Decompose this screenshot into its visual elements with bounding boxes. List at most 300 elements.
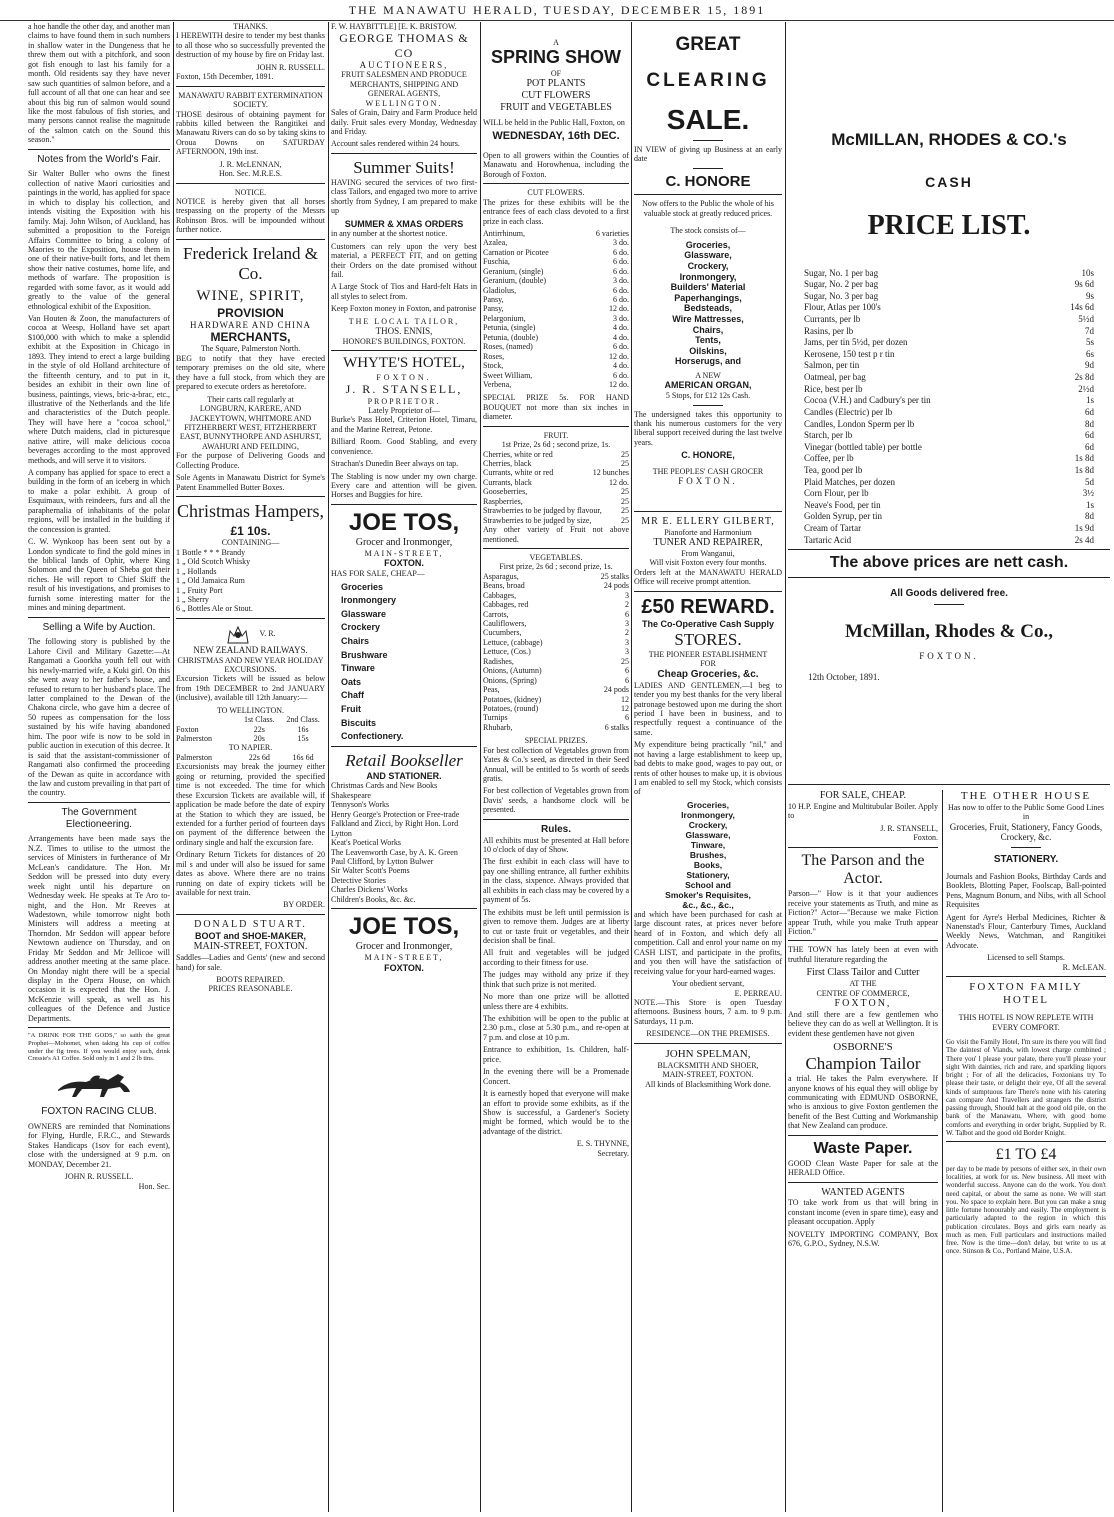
stationery-body: Journals and Fashion Books, Birthday Cards and Booklets, Blotting Paper, Foolscap, Ball-pointed Pens, Magnum Bonum, and Nibs, with all School Requisites <box>946 871 1106 910</box>
price-row-label: Kerosene, 150 test p r tin <box>804 348 895 359</box>
vegetable-row-label: Radishes, <box>483 656 514 666</box>
notice-title: NOTICE. <box>234 187 267 197</box>
vegetables-prize: First prize, 2s 6d ; second prize, 1s. <box>499 562 613 572</box>
frederick-ireland-agents: Sole Agents in Manawatu District for Syme's Patent Enammelled Butter Boxes. <box>176 473 325 492</box>
fruit-prize: 1st Prize, 2s 6d ; second prize, 1s. <box>501 440 611 450</box>
joe-tos-street-2: MAIN-STREET, <box>364 953 444 963</box>
vegetable-row <box>483 610 629 619</box>
christmas-hampers-price: £1 10s. <box>230 524 271 539</box>
fruit-row <box>483 478 629 487</box>
hamper-item: 1 „ Old Jamaica Rum <box>176 576 245 586</box>
flower-row <box>483 323 629 332</box>
thanks-date: Foxton, 15th December, 1891. <box>176 72 274 82</box>
frederick-ireland-hardware: HARDWARE AND CHINA <box>190 319 311 330</box>
frederick-ireland-merchants: MERCHANTS, <box>210 330 291 345</box>
price-list-firm: McMILLAN, RHODES & CO.'s <box>831 130 1067 149</box>
fruit-row-label: Raspberries, <box>483 496 523 506</box>
price-row <box>804 453 1094 464</box>
rules-body: The judges may withold any prize if they think that such prize is not merited. <box>483 970 629 989</box>
vegetables-list <box>483 572 629 732</box>
special-prizes-body1: For best collection of Vegetables grown from Yates & Co.'s seed, as directed in their Seed Annual, will be entitled to 5s worth of seeds gratis. <box>483 745 629 784</box>
stationery-agent: Agent for Ayre's Herbal Medicines, Richter & Nanenstad's Flour, Canterbury Times, Auckland Weekly News, Watchman, and Rangitikei Advocate. <box>946 912 1106 950</box>
masthead-title: THE MANAWATU HERALD, TUESDAY, DECEMBER 15, 1891 <box>348 3 766 17</box>
flower-row-label: Pansy, <box>483 304 504 314</box>
fare-row-cell: 22s 6d <box>248 752 270 762</box>
spring-show-body: WILL be held in the Public Hall, Foxton, on <box>483 117 625 127</box>
vegetable-row-label: Potatoes, (kidney) <box>483 694 542 704</box>
rabbit-society-role: Hon. Sec. M.R.E.S. <box>218 169 283 179</box>
vegetable-row <box>483 695 629 704</box>
donald-stuart-prices: PRICES REASONABLE. <box>208 984 293 994</box>
price-row <box>804 407 1094 418</box>
flower-row <box>483 304 629 313</box>
price-list-cash: CASH <box>925 174 973 191</box>
wanted-agents-title: WANTED AGENTS <box>821 1186 905 1198</box>
price-row-value: 5s <box>1085 337 1094 348</box>
price-row-label: Vinegar (bottled table) per bottle <box>804 441 922 452</box>
price-row-value: 9s <box>1085 290 1094 301</box>
tailor-osborne: OSBORNE'S <box>833 1041 893 1054</box>
vegetable-row-label: Lettuce, (Cos.) <box>483 647 531 657</box>
fruit-row <box>483 516 629 525</box>
flower-row-value: 6 do. <box>613 266 629 276</box>
tailor-champion: Champion Tailor <box>805 1054 921 1074</box>
reward-items <box>634 800 782 910</box>
vegetable-row-label: Beans, broad <box>483 581 525 591</box>
price-list-delivered: All Goods delivered free. <box>890 588 1008 600</box>
vegetable-row <box>483 581 629 590</box>
tailor-foxton: FOXTON, <box>834 998 892 1010</box>
flower-row-label: Petunia, (single) <box>483 323 536 333</box>
rules-body: The exhibition will be open to the public at 2.30 p.m., close at 5.30 p.m., and re-open at 7 p.m. and close at 10 p.m. <box>483 1014 629 1042</box>
price-list-firm-2: McMillan, Rhodes & Co., <box>845 620 1053 642</box>
summer-suits-customers: Customers can rely upon the very best material, a PERFECT FIT, and on getting their Orders on the date promised without fail. <box>331 241 477 280</box>
parson-actor-body: Parson—" How is it that your audiences receive your statements as Truth, and mine as Fiction?" Actor—"Because we make Fiction appear Truth, while you make Truth appear Fiction." <box>788 889 938 937</box>
fruit-row-label: Cherries, white or red <box>483 449 553 459</box>
fruit-row-value: 25 <box>621 496 629 506</box>
vegetable-row <box>483 572 629 581</box>
coffee-ad: "A DRINK FOR THE GODS," so saith the great Prophet—Mohomet, when taking his cup of coffee under the fig trees. If you would enjoy such, drink Cressie's A1 Coffee. Sold only in 1 and 2 lb tins. <box>28 1032 170 1063</box>
family-hotel-title: FOXTON FAMILY HOTEL <box>969 981 1083 1007</box>
vegetable-row <box>483 666 629 675</box>
other-house-body: Has now to offer to the Public Some Good Lines in <box>947 802 1105 822</box>
fruit-row <box>483 497 629 506</box>
fare-row-cell: 1st Class. <box>243 715 275 725</box>
special-prize: SPECIAL PRIZE 5s. FOR HAND BOUQUET not more than six inches in diameter. <box>483 393 629 422</box>
joe-tos-item: Brushware <box>341 649 388 660</box>
frederick-ireland-places: LONGBURN, KARERE, AND JACKEYTOWN, WHITMORE AND FITZHERBERT WEST, FITZHERBERT EAST, BUNNYTHORPE AND ASHURST, AWAHURI AND FEILDING, <box>179 404 322 451</box>
joe-tos-item: Glassware <box>341 608 387 619</box>
flower-row-label: Sweet William, <box>483 370 533 380</box>
joe-tos-has: HAS FOR SALE, CHEAP— <box>331 569 425 579</box>
rules-body: It is earnestly hoped that everyone will make an effort to provide some exhibits, as if the Show is successful, a Gardener's Society might be formed, which would be to the advantage of the district. <box>483 1089 629 1136</box>
railway-vr: V. R. <box>259 629 276 639</box>
frederick-ireland-title: Frederick Ireland & Co. <box>183 243 318 283</box>
vegetable-row-label: Turnips <box>483 713 508 723</box>
fruit-row-value: 25 <box>621 459 629 469</box>
flower-row <box>483 342 629 351</box>
price-row-value: 1s 9d <box>1074 523 1094 533</box>
donald-stuart-body: Saddles—Ladies and Gents' (new and second hand) for sale. <box>176 953 325 972</box>
flower-row-value: 12 do. <box>609 351 629 361</box>
price-row-value: 8d <box>1085 418 1094 429</box>
article-text: Van Houten & Zoon, the manufacturers of cocoa at Weesp, Holland have set apart $100,000 with which to make a splendid exhibit at the Exposition in Chicago in 1893. They intend to erect a large building in the style of old Holland architecture of the fifteenth century, and to put in it, besides an exhibit in their own line of business, paintings, views, bric-a-brac, etc., illustrative of the Netherlands and the life and characteristics of the Dutch people. They will have here a "cocoa school," where Dutch maidens, clad in picturesque native attire, will make delicious cocoa beverages according to the most approved methods, and will serve it to visitors. <box>28 314 170 465</box>
rules-body: No more than one prize will be allotted unless there are 4 exhibits. <box>483 992 629 1011</box>
article-heading: Notes from the World's Fair. <box>37 153 161 165</box>
vegetable-row-label: Peas, <box>483 685 500 695</box>
clearing-great: GREAT <box>675 34 741 55</box>
stock-item: Tents, <box>695 335 721 346</box>
flower-row <box>483 314 629 323</box>
joe-tos-item: Fruit <box>341 703 361 714</box>
article-text: A company has applied for space to erect a building in the form of an iceberg in which to make a polar exhibit. A group of Esquimaux, with reindeers, furs and all the paraphernalia of inhabitants of the polar regions, will be installed in the building if the concession is granted. <box>28 468 170 534</box>
reward-servant: Your obedient servant, <box>671 979 745 989</box>
vegetable-row-value: 2 <box>625 628 629 638</box>
price-list-town: FOXTON. <box>919 651 979 662</box>
vegetable-row-label: Rhubarb, <box>483 722 513 732</box>
price-row-value: 1s <box>1085 395 1094 406</box>
column-6a <box>788 790 938 1512</box>
price-row-label: Sugar, No. 3 per bag <box>804 290 879 301</box>
rules-body: All fruit and vegetables will be judged according to their fitness for use. <box>483 948 629 967</box>
flower-row-label: Pansy, <box>483 295 504 305</box>
flower-row-label: Roses, <box>483 351 505 361</box>
flower-row-value: 6 do. <box>613 342 629 352</box>
vegetable-row <box>483 619 629 628</box>
flower-row <box>483 286 629 295</box>
fare-row <box>176 715 325 724</box>
price-row-label: Sugar, No. 2 per bag <box>804 279 879 290</box>
gilbert-tuner: TUNER AND REPAIRER, <box>653 537 763 549</box>
railways-napier-table <box>176 753 325 762</box>
stock-item: Oilskins, <box>689 345 727 356</box>
flower-row-label: Antirrhinum, <box>483 228 525 238</box>
price-row-value: 6d <box>1085 430 1094 441</box>
clearing-stock: The stock consists of— <box>670 226 746 236</box>
fruit-row-value: 25 <box>621 449 629 459</box>
reward-residence: RESIDENCE—ON THE PREMISES. <box>646 1029 770 1039</box>
column-4 <box>483 22 629 1512</box>
flower-row <box>483 333 629 342</box>
wanted-agents-body: TO take work from us that will bring in constant income (even in spare time), easy and pleasant occupation. Apply <box>788 1198 938 1227</box>
for-sale-title: FOR SALE, CHEAP. <box>819 790 907 801</box>
reward-body2: My expenditure being practically "nil," and not having a large establishment to keep up, bad debts to make good, wages to pay out, or rents of other houses to make up, it is obvious I am enabled to sell my Stock, which consists of <box>634 740 782 797</box>
christmas-hampers-list <box>176 548 325 614</box>
joe-tos-list <box>331 582 477 742</box>
fruit-list <box>483 450 629 526</box>
price-row-value: 9s 6d <box>1074 279 1094 290</box>
price-row-value: 8d <box>1085 511 1094 522</box>
flower-row-value: 6 do. <box>613 247 629 257</box>
flower-row <box>483 229 629 238</box>
flower-row-value: 4 do. <box>613 361 629 371</box>
gilbert-orders: Orders left at the MANAWATU HERALD Office will receive prompt attention. <box>634 567 782 587</box>
vegetable-row-value: 12 <box>621 694 629 704</box>
flower-row <box>483 380 629 389</box>
summer-suits-stock: A Large Stock of Tios and Hard-felt Hats in all styles to select from. <box>331 282 477 301</box>
fruit-any: Any other variety of Fruit not above mentioned. <box>483 525 629 544</box>
stock-item: Smoker's Requisites, <box>665 890 751 901</box>
divider <box>788 784 1110 785</box>
book-item: Henry George's Protection or Free-trade <box>331 809 460 819</box>
joe-tos-item: Oats <box>341 676 362 687</box>
stock-item: School and <box>685 880 731 890</box>
whytes-hotel-beer: Strachan's Dunedin Beer always on tap. <box>331 459 459 469</box>
summer-suits-local: THE LOCAL TAILOR, <box>348 316 460 326</box>
fare-row-cell: 20s <box>253 734 265 744</box>
spelman-body: All kinds of Blacksmithing Work done. <box>645 1079 771 1089</box>
vegetable-row-label: Cabbages, red <box>483 600 529 610</box>
vegetable-row <box>483 628 629 637</box>
joe-tos-sub: Grocer and Ironmonger, <box>355 537 453 549</box>
clearing-items <box>634 240 782 367</box>
stock-item: Crockery, <box>688 819 728 830</box>
price-row-value: 6d <box>1085 406 1094 417</box>
price-row-label: Candles (Electric) per lb <box>804 406 893 417</box>
flower-row-value: 12 do. <box>609 379 629 389</box>
joe-tos-item: Groceries <box>341 581 384 592</box>
spring-show-open: Open to all growers within the Counties of Manawatu and Horowhenua, including the Borough of Foxton. <box>483 150 629 179</box>
joe-tos-item: Ironmongery <box>341 595 397 606</box>
thanks-body: I HEREWITH desire to tender my best thanks to all those who so successfully prevented the destruction of my house by fire on Friday last. <box>176 31 325 60</box>
flower-row-label: Pelargonium, <box>483 313 526 323</box>
vegetable-row-value: 24 pods <box>603 685 629 695</box>
clearing-sale: SALE. <box>666 103 750 135</box>
stock-item: Groceries, <box>685 239 731 250</box>
hamper-item: 1 „ Sherry <box>176 595 209 605</box>
stock-item: Tinware, <box>690 839 726 850</box>
for-sale-body: 10 H.P. Engine and Multitubular Boiler. Apply to <box>788 801 938 821</box>
vegetable-row <box>483 723 629 732</box>
joe-tos-item: Confectionery. <box>341 731 404 742</box>
price-row-value: 5½d <box>1078 314 1094 325</box>
flower-row <box>483 248 629 257</box>
racing-club-title: FOXTON RACING CLUB. <box>41 1106 157 1118</box>
book-item: The Leavenworth Case, by A. K. Green <box>331 847 458 857</box>
vegetable-row-value: 25 stalks <box>600 571 629 581</box>
frederick-ireland-address: The Square, Palmerston North. <box>200 344 301 354</box>
retail-bookseller-sub: AND STATIONER. <box>366 770 442 781</box>
spring-show-a: A <box>553 38 559 47</box>
frederick-ireland-purpose: For the purpose of Delivering Goods and Collecting Produce. <box>176 451 325 470</box>
horse-illustration <box>28 1066 170 1104</box>
notice-body: NOTICE is hereby given that all horses trespassing on the property of the Messrs Robinson Bros. will be impounded without further notice. <box>176 197 325 235</box>
tailor-at: AT THE <box>849 979 877 989</box>
price-row-label: Rasins, per lb <box>804 325 854 336</box>
book-item: Sir Walter Scott's Poems <box>331 866 410 876</box>
price-list-nett: The above prices are nett cash. <box>829 554 1069 572</box>
frederick-ireland-sub: WINE, SPIRIT, <box>196 287 305 304</box>
flower-row <box>483 267 629 276</box>
for-sale-town: Foxton. <box>913 833 938 843</box>
spring-show-of: OF <box>550 68 562 78</box>
flower-row-label: Petunia, (double) <box>483 332 539 342</box>
stationery-signature: R. McLEAN. <box>1062 962 1106 972</box>
clearing-thanks: The undersigned takes this opportunity to thank his numerous customers for the very liberal support received during the last twelve years. <box>634 409 782 447</box>
vegetable-row-value: 24 pods <box>603 581 629 591</box>
price-row-value: 7d <box>1085 325 1094 336</box>
flower-row-value: 6 do. <box>613 295 629 305</box>
flower-row-label: Fuschia, <box>483 257 510 267</box>
stock-item: Groceries, <box>686 799 730 810</box>
vegetable-row-value: 3 <box>625 637 629 647</box>
tailor-body: THE TOWN has lately been at even with truthful literature regarding the <box>788 945 938 964</box>
fruit-row-label: Currants, white or red <box>483 468 554 478</box>
spelman-sub: BLACKSMITH AND SHOER, <box>657 1060 759 1070</box>
fruit-title: FRUIT. <box>543 430 569 440</box>
book-item: Children's Books, &c. &c. <box>331 894 416 904</box>
price-row-label: Currants, per lb <box>804 314 861 325</box>
fruit-row-label: Strawberries to be judged by size, <box>483 515 592 525</box>
price-row <box>804 384 1094 395</box>
gilbert-visit: Will visit Foxton every four months. <box>649 558 767 568</box>
price-row-value: 2s 4d <box>1074 534 1094 545</box>
vegetable-row-label: Onions, (Autumn) <box>483 666 542 676</box>
railways-body3: Ordinary Return Tickets for distances of 20 mil s and under will also be issued for same dates as above. Where there are no trains running on date of expiry tickets will be available for next train. <box>176 850 325 898</box>
fruit-row-value: 12 bunches <box>592 468 629 478</box>
flower-row <box>483 352 629 361</box>
article-text: Sir Walter Buller who owns the finest collection of native Maori curiosities and paintings in the world, has applied for space in which to display his collection, and intends visiting the Exposition with his family. Maj. John Wilson, of Auckland, has submitted a proposition to the Foreign Affairs Committee to bring a colony of Maories to the Exposition, house them in one of their native-built forts, and let them show their native costumes, home life, and methods of warfare. The proposition is regarded with some favor, as it would add greatly to the value of the general ethnological exhibit of the Exposition. <box>28 169 170 311</box>
reward-title: £50 REWARD. <box>641 595 775 618</box>
hamper-item: 1 Bottle * * * Brandy <box>176 547 246 557</box>
joe-tos-street: MAIN-STREET, <box>364 549 444 559</box>
article-text: a hoe handle the other day, and another man claims to have found them in such numbers in shallow water in the Dungeness that he threw them out with a pitchfork, and soon got fish enough to last his family for a month. Old residents say they have never saw such quantities of salmon before, and a full account of all that one can hear and see about this big run of salmon would sound like the most fabulous of fish stories, and many persons cannot realise the magnitude of the salmon catch on the Sound this season." <box>28 22 170 145</box>
rabbit-society-signature: J. R. McLENNAN, <box>219 159 282 169</box>
frederick-ireland-body: BEG to notify that they have erected temporary premises on the old site, where they have a full stock, from which they are prepared to execute orders as heretofore. <box>176 353 325 392</box>
flower-row-value: 4 do. <box>613 332 629 342</box>
hamper-item: 6 „ Bottles Ale or Stout. <box>176 604 253 614</box>
rules-body: The exhibits must be left until permission is given to remove them. Judges are at liberty to cut or taste fruit or vegetables, and their decision shall be final. <box>483 907 629 945</box>
gilbert-sub: Pianoforte and Harmonium <box>664 527 752 537</box>
price-row <box>804 523 1094 534</box>
flower-row-label: Stock, <box>483 361 504 371</box>
article-heading: Selling a Wife by Auction. <box>42 621 156 633</box>
whytes-hotel-owner: J. R. STANSELL, <box>345 382 463 397</box>
christmas-hampers-contains: CONTAINING— <box>221 538 280 548</box>
article-text: Arrangements have been made says the N.Z. Times to utilise to the utmost the services of Ministers in furtherance of Mr McLean's candidature. The Hon. Mr Seddon will be pressed into duty every week night until his departure on Wednesday week. He speaks at Te Aro to-night, and the Hon. Mr Reeves at Wadestown, while tomorrow night both Ministers will address a meeting at Thorndon. Mr Seddon will appear before Newtown audience on Thursday, and on Friday Mr Seddon and Mr Jellicoe will address another meeting at the same place. On Monday night there will be a special display in the Opera House, on which occasion it is expected that the Hon. J. McKenzie will speak, as well as his colleagues of the Defence and Justice Departments. <box>28 834 170 1023</box>
price-row <box>804 511 1094 522</box>
whytes-hotel-title: WHYTE'S HOTEL, <box>343 355 465 372</box>
vegetable-row-label: Onions, (Spring) <box>483 675 537 685</box>
reward-signature: E. PERREAU. <box>734 988 782 998</box>
donald-stuart-repaired: BOOTS REPAIRED. <box>216 974 285 984</box>
vegetable-row <box>483 638 629 647</box>
summer-suits-body: HAVING secured the services of two first-class Tailors, and engaged two more to arrive shortly from Sydney, I am prepared to make up <box>331 177 477 216</box>
price-row-label: Coffee, per lb <box>804 453 854 464</box>
price-row-value: 2½d <box>1078 383 1094 394</box>
price-row <box>804 268 1094 279</box>
vegetable-row-value: 3 <box>625 590 629 600</box>
vegetable-row-value: 3 <box>625 647 629 657</box>
summer-suits-buildings: HONORE'S BUILDINGS, FOXTON. <box>342 336 466 346</box>
price-row <box>804 349 1094 360</box>
gilbert-from: From Wanganui, <box>681 548 735 558</box>
flower-row-label: Roses, (named) <box>483 342 533 352</box>
price-row-label: Tea, good per lb <box>804 464 863 475</box>
vegetable-row <box>483 657 629 666</box>
clearing-title: CLEARING <box>646 70 770 92</box>
whytes-hotel-proprietor: PROPRIETOR. <box>367 396 441 406</box>
price-row-value: 3½ <box>1082 488 1094 499</box>
price-row-label: Rice, best per lb <box>804 383 863 394</box>
column-rule <box>785 22 786 1512</box>
fruit-row-value: 25 <box>621 515 629 525</box>
rabbit-society-title: MANAWATU RABBIT EXTERMINATION SOCIETY. <box>178 90 323 110</box>
price-row <box>804 302 1094 313</box>
george-thomas-desc: FRUIT SALESMEN AND PRODUCE MERCHANTS, SHIPPING AND GENERAL AGENTS, <box>341 70 467 99</box>
joe-tos-item: Chairs <box>341 635 370 646</box>
book-item: Detective Stories <box>331 875 386 885</box>
price-row-value: 1s <box>1085 499 1094 510</box>
flower-row-value: 6 varieties <box>595 228 629 238</box>
fruit-row-value: 12 do. <box>609 477 629 487</box>
frederick-ireland-carts: Their carts call regularly at <box>207 394 294 404</box>
price-row <box>804 465 1094 476</box>
royal-crest-icon <box>225 623 251 645</box>
auctioneer-header: F. W. HAYBITTLE] [E. K. BRISTOW. <box>331 22 457 31</box>
fruit-row-value: 25 <box>621 506 629 516</box>
fruit-row-label: Cherries, black <box>483 459 532 469</box>
price-row <box>804 488 1094 499</box>
spring-show-sub2: CUT FLOWERS <box>521 89 591 101</box>
thanks-title: THANKS. <box>233 22 268 31</box>
clearing-honore-2: C. HONORE, <box>681 450 735 461</box>
column-2 <box>176 22 325 1512</box>
price-row <box>804 291 1094 302</box>
vegetable-row <box>483 600 629 609</box>
stock-item: Builders' Material <box>670 282 746 293</box>
price-row-value: 10s <box>1081 267 1094 278</box>
flower-row-value: 12 do. <box>609 304 629 314</box>
price-row-label: Salmon, per tin <box>804 360 860 371</box>
book-item: Shakespeare <box>331 790 371 800</box>
stock-item: Crockery, <box>687 260 729 271</box>
flower-row-value: 4 do. <box>613 323 629 333</box>
column-1 <box>28 22 170 1512</box>
joe-tos-item: Tinware <box>341 663 375 674</box>
price-row-value: 6s <box>1085 348 1094 359</box>
reward-stores: STORES. <box>674 629 742 649</box>
fare-row-cell: 2nd Class. <box>286 715 320 725</box>
column-rule <box>942 790 943 1512</box>
fruit-row-value: 25 <box>621 487 629 497</box>
george-thomas-title: GEORGE THOMAS & CO <box>339 31 469 60</box>
price-row <box>804 337 1094 348</box>
book-item: Keat's Poetical Works <box>331 838 401 848</box>
railways-body2: Excursionists may break the journey either going or returning, provided the specified time is not exceeded. The time for which these Excursion Tickets are available will, if application be made before the date of expiry at the Station to which they are issued, be extended for a further period of fourteen days on payment of the difference between the ordinary single and half the excursion fare. <box>176 762 325 847</box>
for-sale-signature: J. R. STANSELL, <box>880 823 938 833</box>
spelman-address: MAIN-STREET, FOXTON. <box>662 1070 754 1080</box>
column-rule <box>631 22 632 1512</box>
vegetable-row-value: 6 <box>625 675 629 685</box>
price-row <box>804 442 1094 453</box>
rabbit-society-body: THOSE desirous of obtaining payment for rabbits killed between the Rangitikei and Manawatu Rivers can do so by taking skins to Oroua Downs on SATURDAY AFTERNOON, 19th inst. <box>176 109 325 157</box>
vegetable-row <box>483 685 629 694</box>
column-rule <box>173 22 174 1512</box>
price-row <box>804 500 1094 511</box>
vegetable-row-value: 6 <box>625 666 629 676</box>
vegetable-row <box>483 647 629 656</box>
article-text: C. W. Wynkoop has been sent out by a London syndicate to find the gold mines in the biblical lands of Ophir, where King Solomon and the Queen of Sheba got their riches. He will report to Chief Skiff the result of his investigations, and promises to furnish some interesting matter for the mines and mining department. <box>28 537 170 613</box>
flower-row-value: 6 do. <box>613 370 629 380</box>
fare-row-cell: Palmerston <box>176 752 212 762</box>
clearing-offers: Now offers to the Public the whole of his valuable stock at greatly reduced prices. <box>642 199 774 218</box>
special-prizes-title: SPECIAL PRIZES. <box>524 736 588 746</box>
price-list-title: PRICE LIST. <box>867 209 1031 241</box>
reward-for: FOR <box>700 659 716 669</box>
george-thomas-auctioneers: AUCTIONEERS, <box>359 59 449 70</box>
tailor-body3: a trial. He takes the Palm everywhere. If anyone knows of his equal they will oblige by communicating with EDMUND OSBORNE, who is anxious to give Foxton gentlemen the benefit of the Best Cutting and Workmanship that New Zealand can produce. <box>788 1074 938 1131</box>
